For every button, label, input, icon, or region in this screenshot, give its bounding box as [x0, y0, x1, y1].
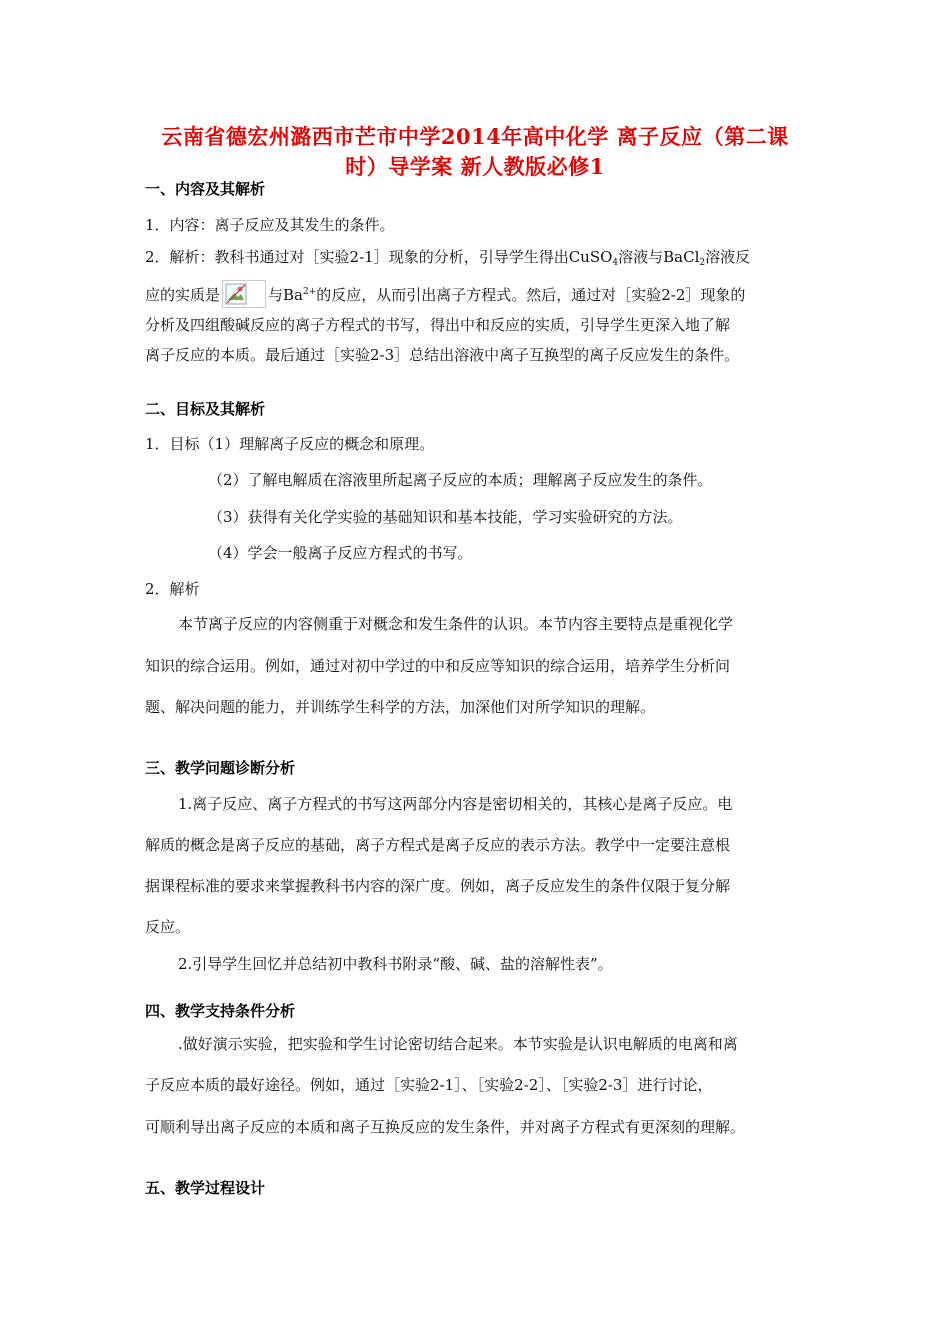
text-run: 2．解析：教科书通过对［实验2-1］现象的分析，引导学生得出CuSO: [145, 248, 613, 266]
section-1-analysis-line-1: [145, 246, 810, 268]
title-line-1: 云南省德宏州潞西市芒市中学2014年高中化学 离子反应（第二课: [161, 124, 789, 149]
text-run: 溶液与BaCl: [618, 248, 700, 266]
analysis-heading: 2．解析: [145, 580, 200, 598]
support-line-1: .做好演示实验，把实验和学生讨论密切结合起来。本节实验是认识电解质的电离和离: [178, 1035, 738, 1053]
analysis-line-2: 知识的综合运用。例如，通过对初中学过的中和反应等知识的综合运用，培养学生分析问: [145, 657, 731, 675]
section-4-heading: 四、教学支持条件分析: [145, 1002, 296, 1020]
diagnosis-line-4: 反应。: [145, 918, 191, 936]
section-2-heading: 二、目标及其解析: [145, 400, 266, 418]
goal-1: 1．目标（1）理解离子反应的概念和原理。: [145, 435, 435, 453]
text-run: 应的实质是: [145, 286, 221, 304]
diagnosis-line-3: 据课程标准的要求来掌握教科书内容的深广度。例如，离子反应发生的条件仅限于复分解: [145, 877, 731, 895]
broken-image-icon: [222, 280, 266, 308]
document-title: [120, 122, 830, 182]
goal-3: （3）获得有关化学实验的基础知识和基本技能，学习实验研究的方法。: [208, 508, 683, 526]
section-1-analysis-line-2: [145, 280, 810, 308]
section-3-heading: 三、教学问题诊断分析: [145, 759, 296, 777]
section-1-content: 1．内容：离子反应及其发生的条件。: [145, 216, 395, 234]
analysis-line-3: 题、解决问题的能力，并训练学生科学的方法，加深他们对所学知识的理解。: [145, 698, 656, 716]
section-1-analysis-line-3: 分析及四组酸碱反应的离子方程式的书写，得出中和反应的实质，引导学生更深入地了解: [145, 316, 731, 334]
text-run: 与Ba: [268, 286, 303, 304]
superscript: 2+: [302, 287, 317, 297]
subscript: 2: [699, 258, 706, 268]
diagnosis-line-2: 解质的概念是离子反应的基础，离子方程式是离子反应的表示方法。教学中一定要注意根: [145, 836, 731, 854]
section-1-analysis-line-4: 离子反应的本质。最后通过［实验2-3］总结出溶液中离子互换型的离子反应发生的条件。: [145, 346, 740, 364]
goal-2: （2）了解电解质在溶液里所起离子反应的本质；理解离子反应发生的条件。: [208, 471, 713, 489]
section-1-heading: 一、内容及其解析: [145, 180, 266, 198]
text-run: 的反应，从而引出离子方程式。然后，通过对［实验2-2］现象的: [316, 286, 746, 304]
subscript: 4: [612, 258, 619, 268]
support-line-2: 子反应本质的最好途径。例如，通过［实验2-1］、［实验2-2］、［实验2-3］进行讨论，: [145, 1076, 713, 1094]
diagnosis-line-5: 2.引导学生回忆并总结初中教科书附录“酸、碱、盐的溶解性表”。: [178, 955, 613, 973]
text-run: 溶液反: [705, 248, 751, 266]
title-line-2: 时）导学案 新人教版必修1: [345, 154, 605, 179]
analysis-line-1: 本节离子反应的内容侧重于对概念和发生条件的认识。本节内容主要特点是重视化学: [178, 615, 734, 633]
section-5-heading: 五、教学过程设计: [145, 1179, 266, 1197]
diagnosis-line-1: 1.离子反应、离子方程式的书写这两部分内容是密切相关的，其核心是离子反应。电: [178, 795, 733, 813]
support-line-3: 可顺利导出离子反应的本质和离子互换反应的发生条件，并对离子方程式有更深刻的理解。: [145, 1118, 746, 1136]
goal-4: （4）学会一般离子反应方程式的书写。: [208, 544, 473, 562]
